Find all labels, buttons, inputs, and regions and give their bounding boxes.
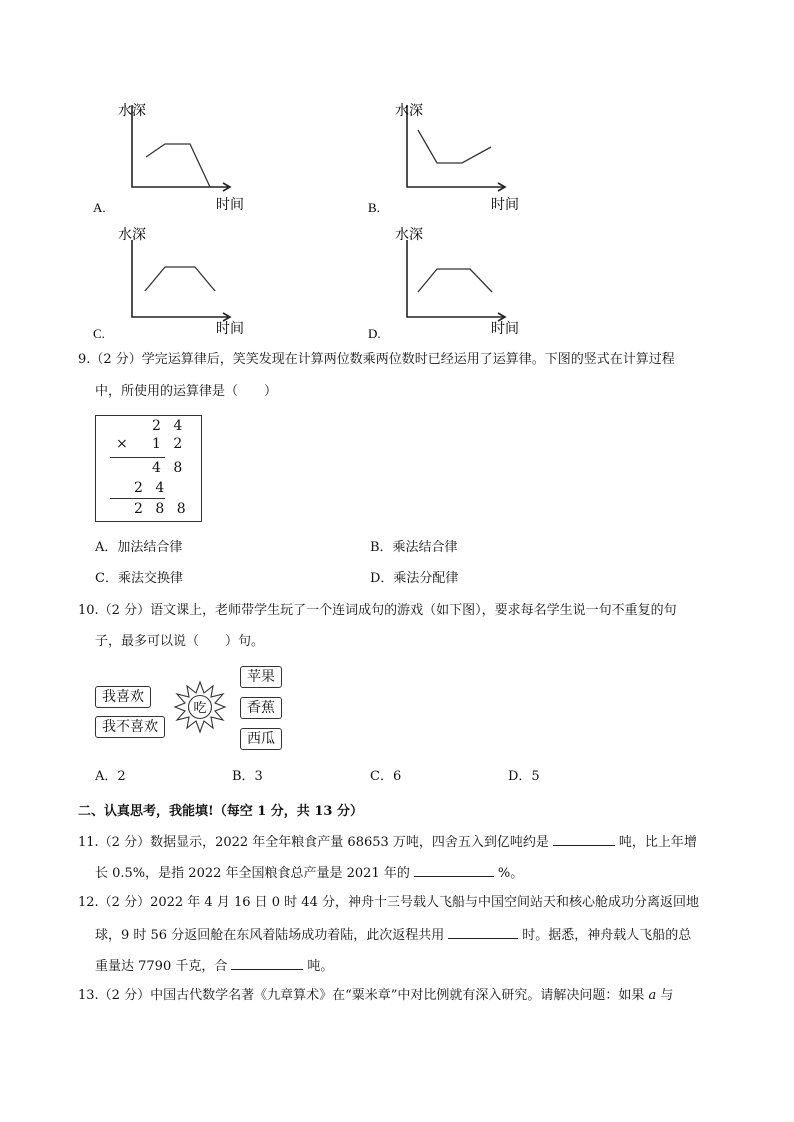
- sun-eat-icon: [173, 680, 227, 734]
- q10-option-d[interactable]: D．5: [508, 769, 540, 784]
- word-box-apple: 苹果: [240, 666, 282, 688]
- vertical-line-2: [110, 498, 165, 499]
- q12-text-b: 时。据悉，神舟载人飞船的总: [522, 928, 692, 943]
- graph-a-line: [146, 144, 210, 187]
- graph-d-ylabel: 水深: [395, 227, 423, 243]
- graph-b-xlabel: 时间: [491, 197, 519, 213]
- q11-blank-2[interactable]: [414, 864, 494, 877]
- q11-text-d: %。: [497, 866, 524, 881]
- q12-text-d: 吨。: [307, 959, 334, 974]
- vertical-partial-2: 2 4: [134, 480, 169, 496]
- q11-line1: [78, 833, 697, 850]
- graph-c: [90, 222, 260, 342]
- q12-blank-1[interactable]: [448, 926, 518, 939]
- section-2-heading: 二、认真思考，我能填!（每空 1 分，共 13 分）: [78, 804, 363, 819]
- word-box-dislike: 我不喜欢: [95, 716, 165, 738]
- center-word: 吃: [193, 701, 207, 716]
- q12-line1: 12.（2 分）2022 年 4 月 16 日 0 时 44 分，神舟十三号载人飞船与中国空间站天和核心舱成功分离返回地: [78, 895, 699, 910]
- graph-a: [90, 95, 260, 220]
- graph-a-ylabel: 水深: [118, 103, 146, 119]
- graph-c-axes: [132, 240, 228, 317]
- q12-text-a: 球，9 时 56 分返回舱在东风着陆场成功着陆，此次返程共用: [95, 928, 445, 943]
- q10-option-a[interactable]: A．2: [95, 769, 126, 784]
- graph-d-line: [418, 269, 492, 292]
- vertical-partial-1: 4 8: [152, 460, 187, 476]
- q13-variable: a: [648, 988, 657, 1003]
- q10-option-c[interactable]: C．6: [370, 769, 402, 784]
- q9-line1: 9.（2 分）学完运算律后，笑笑发现在计算两位数乘两位数时已经运用了运算律。下图的竖式在计算过程: [78, 352, 675, 367]
- graph-d: [365, 222, 535, 342]
- vertical-multiplicand: 2 4: [152, 418, 187, 434]
- q12-text-c: 重量达 7790 千克，合: [95, 959, 228, 974]
- q12-line3: [95, 957, 333, 974]
- vertical-multiplier: 1 2: [152, 436, 187, 452]
- option-c-label: C.: [93, 326, 105, 341]
- q9-option-c[interactable]: C．乘法交换律: [95, 571, 183, 586]
- graph-b: [365, 95, 535, 220]
- q11-blank-1[interactable]: [553, 833, 615, 846]
- graph-c-xlabel: 时间: [216, 321, 244, 337]
- vertical-multiplication: [95, 415, 202, 522]
- q13-text-b: 与: [660, 988, 674, 1003]
- option-d-label: D.: [368, 326, 381, 341]
- q11-text-a: 11.（2 分）数据显示，2022 年全年粮食产量 68653 万吨，四舍五入到亿吨约是: [78, 835, 549, 850]
- word-box-banana: 香蕉: [240, 697, 282, 719]
- graph-d-axes: [407, 240, 503, 317]
- times-sign: ×: [116, 436, 132, 452]
- q9-option-d[interactable]: D．乘法分配律: [370, 571, 459, 586]
- q9-option-b[interactable]: B．乘法结合律: [370, 540, 458, 555]
- q10-line2: 子，最多可以说（ ）句。: [95, 634, 265, 649]
- option-a-label: A.: [93, 200, 106, 215]
- graph-c-line: [145, 267, 215, 291]
- graph-a-axes: [132, 105, 228, 187]
- q13-line1: [78, 988, 673, 1003]
- graph-b-ylabel: 水深: [395, 103, 423, 119]
- q10-option-b[interactable]: B．3: [232, 769, 263, 784]
- q9-line2: 中，所使用的运算律是（ ）: [95, 384, 278, 399]
- graph-a-xlabel: 时间: [216, 197, 244, 213]
- q11-line2: [95, 864, 523, 881]
- graph-b-line: [418, 130, 491, 163]
- q11-text-b: 吨，比上年增: [618, 835, 697, 850]
- q12-blank-2[interactable]: [231, 957, 303, 970]
- vertical-line-1: [110, 457, 165, 458]
- vertical-product: 2 8 8: [134, 501, 190, 517]
- word-box-watermelon: 西瓜: [240, 728, 282, 750]
- q10-line1: 10.（2 分）语文课上，老师带学生玩了一个连词成句的游戏（如下图），要求每名学生说一句不重复的句: [78, 603, 677, 618]
- option-b-label: B.: [368, 200, 380, 215]
- q12-line2: [95, 926, 691, 943]
- q9-option-a[interactable]: A．加法结合律: [95, 540, 183, 555]
- graph-c-ylabel: 水深: [118, 227, 146, 243]
- q11-text-c: 长 0.5%，是指 2022 年全国粮食总产量是 2021 年的: [95, 866, 410, 881]
- graph-d-xlabel: 时间: [491, 321, 519, 337]
- word-box-like: 我喜欢: [95, 686, 151, 708]
- q13-text-a: 13.（2 分）中国古代数学名著《九章算术》在“粟米章”中对比例就有深入研究。请解决问题：如果: [78, 988, 645, 1003]
